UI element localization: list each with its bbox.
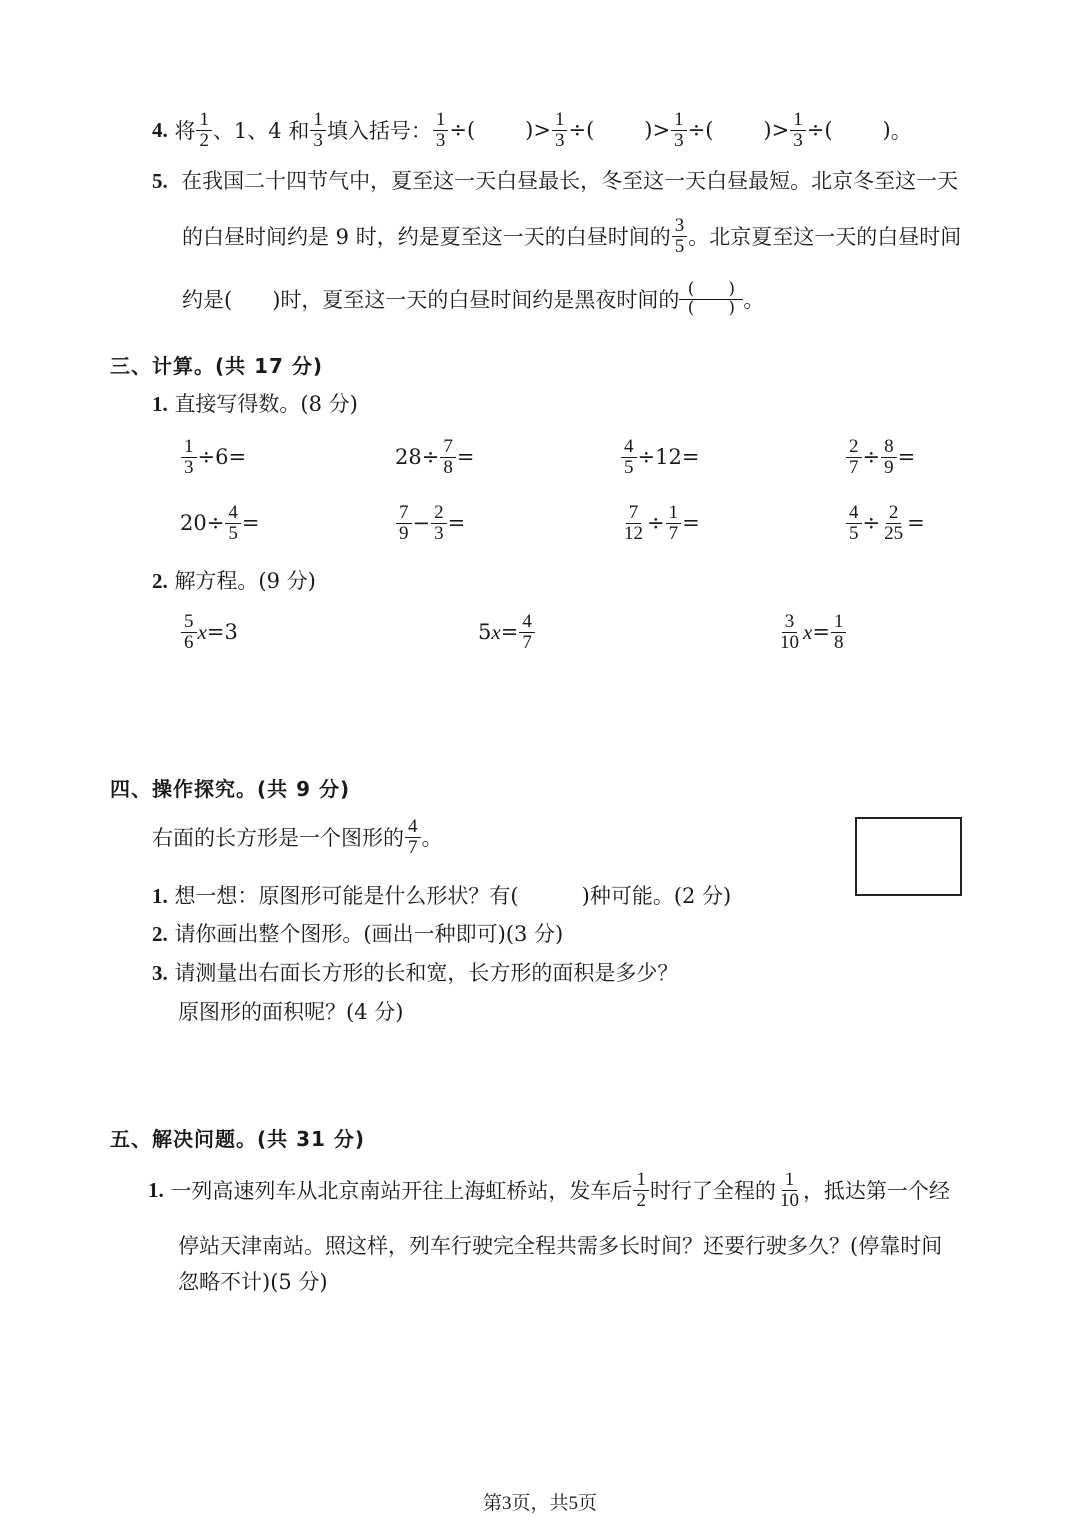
problem-1-line-1: 1. 一列高速列车从北京南站开往上海虹桥站，发车后 $\frac{1}{2}$ 时行了全程的 $\frac{1}{10}$ ，抵达第一个经 [148,1169,950,1211]
q5-blank-fraction[interactable]: $\frac{( )}{( )}$ [679,281,743,318]
q4-fraction-half: $\frac{1}{2}$ [196,110,212,150]
calc-r1-a: $\frac{1}{3}$ ÷ 6 = [180,432,246,482]
section-3-title: 三、计算。(共 17 分) [110,354,324,378]
equation-c: $\frac{3}{10}$ x = $\frac{1}{8}$ [776,607,847,657]
section-4-intro: 右面的长方形是一个图形的 $\frac{4}{7}$ 。 [152,816,443,858]
section-5-title: 五、解决问题。(共 31 分) [110,1127,366,1151]
equation-a: $\frac{5}{6}$ x = 3 [180,607,238,657]
q4-number: 4. [152,117,168,142]
q4-text: 将 [174,119,196,143]
calc-r1-c: $\frac{4}{5}$ ÷ 12 = [620,432,699,482]
q4-fraction-third: $\frac{1}{3}$ [310,110,326,150]
calc-r2-b: $\frac{7}{9}$ − $\frac{2}{3}$ = [395,498,465,548]
calc-r1-d: $\frac{2}{7}$ ÷ $\frac{8}{9}$ = [845,432,915,482]
calc-r2-c: $\frac{7}{12}$ ÷ $\frac{1}{7}$ = [624,502,700,544]
section-3-part-2: 2. 解方程。(9 分) [152,569,316,593]
question-5-line-1: 5. 在我国二十四节气中，夏至这一天白昼最长，冬至这一天白昼最短。北京冬至这一天 [152,169,959,193]
rectangle-figure [855,817,962,896]
section-4-part-3: 3. 请测量出右面长方形的长和宽，长方形的面积是多少？ [152,961,679,985]
calc-r1-b: 28 ÷ $\frac{7}{8}$ = [395,436,475,478]
question-5-line-3: 约是( )时，夏至这一天的白昼时间约是黑夜时间的 $\frac{( )}{( )}$ 。 [182,278,765,318]
section-4-title: 四、操作探究。(共 9 分) [110,777,351,801]
calc-r2-d: $\frac{4}{5}$ ÷ $\frac{2}{25}$ = [845,498,925,548]
problem-1-line-3: 忽略不计)(5 分) [178,1270,328,1294]
question-4: 4. 将 $\frac{1}{2}$ 、1、4 和 $\frac{1}{3}$ 填入括号： $\frac{1}{3}$ ÷ ( ) > $\frac{1}{3}$ ÷ ( ) > $\frac{1}{3}$ ÷ ( ) > $\frac{1}{3}$ ÷ ( ) 。 [152,109,912,151]
q5-fraction: $\frac{3}{5}$ [672,216,688,256]
calc-r2-a: 20 ÷ $\frac{4}{5}$ = [180,502,260,544]
section-4-part-1: 1. 想一想：原图形可能是什么形状？有( )种可能。(2 分) [152,884,732,908]
section-4-part-3-line-2: 原图形的面积呢？(4 分) [178,1000,404,1024]
page-footer: 第3页，共5页 [482,1493,597,1514]
question-5-line-2: 的白昼时间约是 9 时，约是夏至这一天的白昼时间的 $\frac{3}{5}$ 。北京夏至这一天的白昼时间 [182,215,962,257]
section-3-part-1: 1. 直接写得数。(8 分) [152,392,358,416]
problem-1-line-2: 停站天津南站。照这样，列车行驶完全程共需多长时间？还要行驶多久？(停靠时间 [178,1234,943,1258]
q5-number: 5. [152,169,168,193]
section-4-part-2: 2. 请你画出整个图形。(画出一种即可)(3 分) [152,922,564,946]
equation-b: 5 x = $\frac{4}{7}$ [478,607,536,657]
